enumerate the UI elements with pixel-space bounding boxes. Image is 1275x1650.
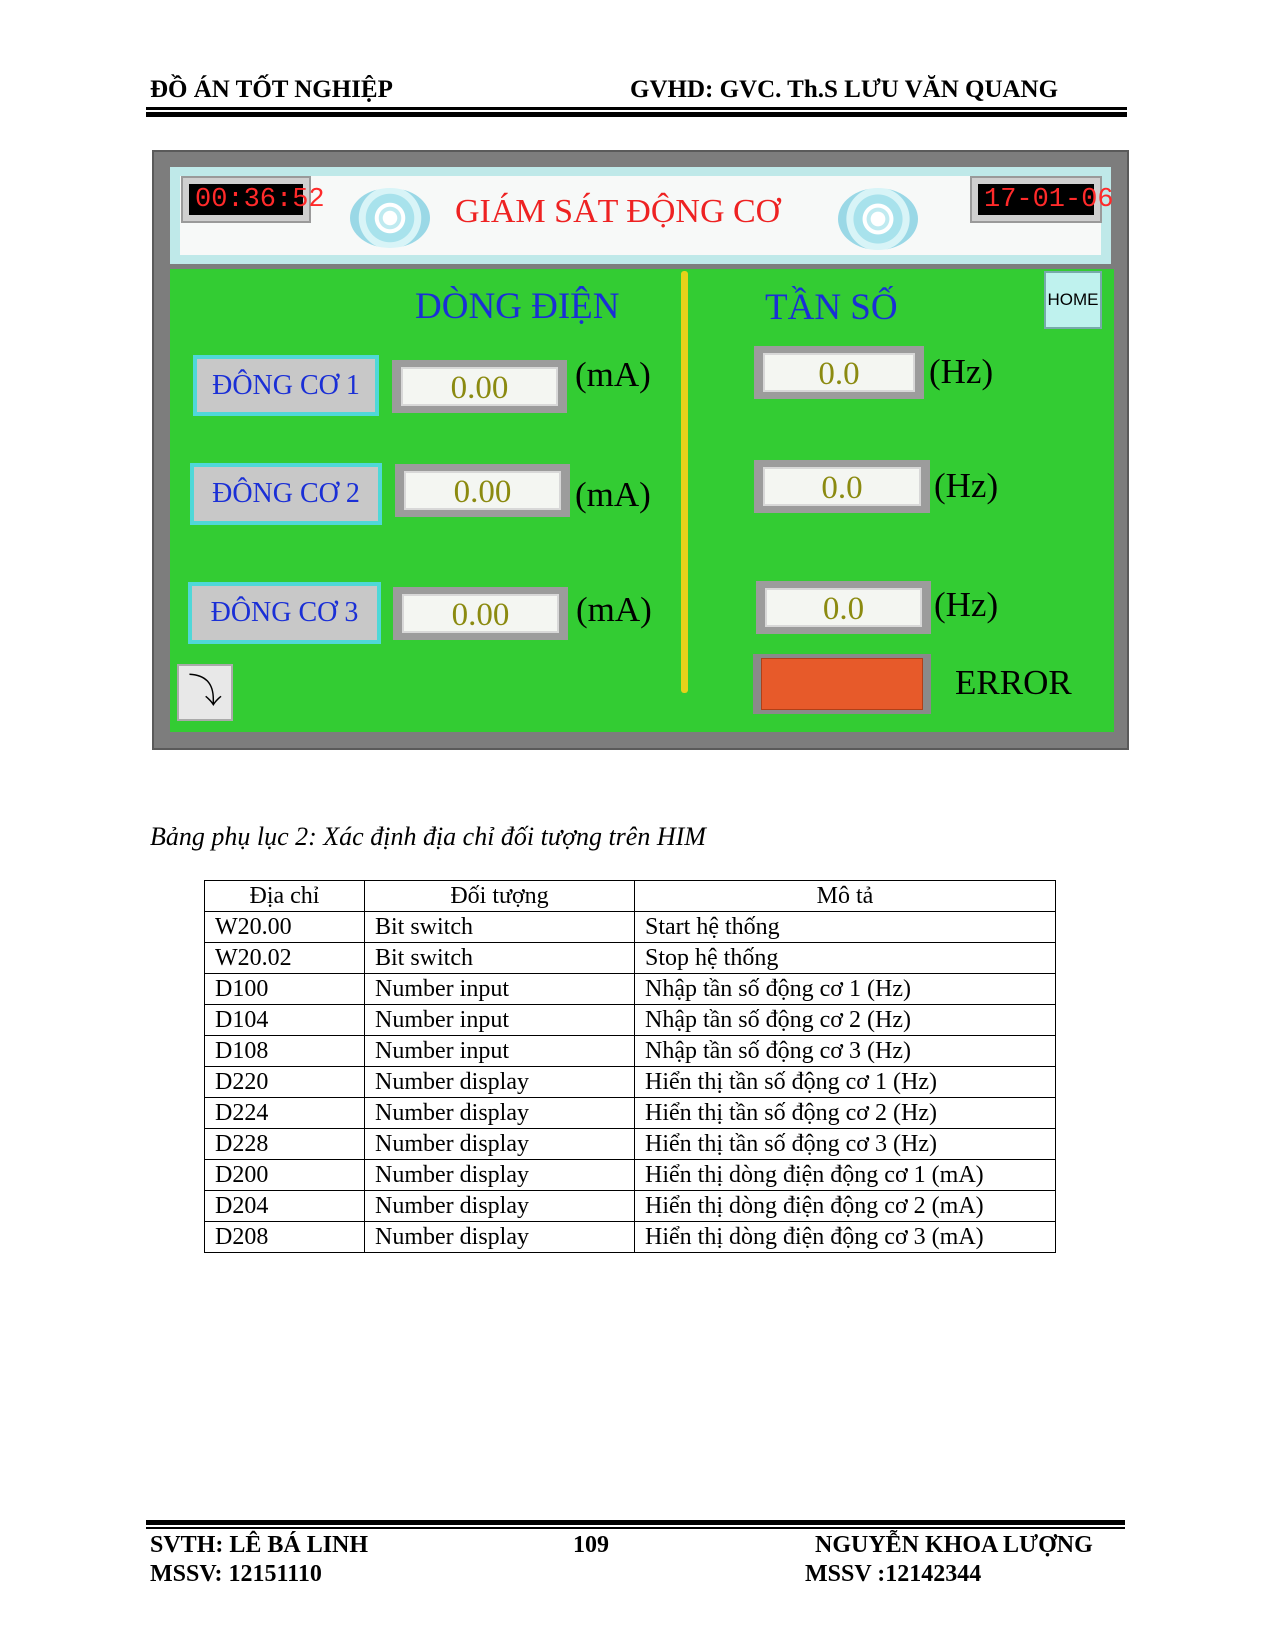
table-row xyxy=(205,1036,1056,1067)
back-button[interactable] xyxy=(177,664,233,721)
motor-1-current-display xyxy=(392,360,567,413)
frequency-heading: TẦN SỐ xyxy=(765,287,898,328)
clock-value: 00:36:52 xyxy=(189,184,303,215)
motor-3-frequency-display xyxy=(756,581,931,634)
address-table xyxy=(204,880,1056,1253)
table-row xyxy=(205,1067,1056,1098)
cell-object: Number display xyxy=(365,1222,635,1253)
footer-rule-top xyxy=(146,1520,1125,1525)
motor-1-current-value: 0.00 xyxy=(401,367,558,406)
motor-3-current-display xyxy=(393,587,568,640)
motor-2-frequency-value: 0.0 xyxy=(763,467,921,506)
date-value: 17-01-06 xyxy=(978,184,1094,215)
table-caption: Bảng phụ lục 2: Xác định địa chỉ đối tượng trên HIM xyxy=(150,822,706,851)
motor-2-current-display xyxy=(395,464,570,517)
cell-address: D208 xyxy=(205,1222,365,1253)
table-row xyxy=(205,974,1056,1005)
cell-object: Number input xyxy=(365,1036,635,1067)
cell-address: D228 xyxy=(205,1129,365,1160)
cell-address: D108 xyxy=(205,1036,365,1067)
table-row xyxy=(205,1098,1056,1129)
clock-display xyxy=(181,176,325,223)
motor-2-current-value: 0.00 xyxy=(404,471,561,510)
table-row xyxy=(205,1005,1056,1036)
table-header-row xyxy=(205,881,1056,912)
motor-2-frequency-unit: (Hz) xyxy=(934,466,999,505)
cell-address: D224 xyxy=(205,1098,365,1129)
cell-address: D100 xyxy=(205,974,365,1005)
header-address: Địa chỉ xyxy=(205,881,365,912)
cell-object: Number input xyxy=(365,974,635,1005)
cell-object: Number input xyxy=(365,1005,635,1036)
error-lamp xyxy=(753,654,931,714)
cell-address: D200 xyxy=(205,1160,365,1191)
header-description: Mô tả xyxy=(635,881,1056,912)
motor-1-frequency-value: 0.0 xyxy=(763,353,915,392)
motor-1-frequency-display xyxy=(754,346,924,399)
cell-description: Nhập tần số động cơ 2 (Hz) xyxy=(635,1005,1056,1036)
motor-1-frequency-unit: (Hz) xyxy=(929,352,994,391)
table-row xyxy=(205,1160,1056,1191)
cell-address: W20.02 xyxy=(205,943,365,974)
error-label: ERROR xyxy=(955,663,1072,702)
page-number: 109 xyxy=(573,1532,609,1558)
current-heading: DÒNG ĐIỆN xyxy=(415,286,620,327)
cell-description: Hiển thị tần số động cơ 1 (Hz) xyxy=(635,1067,1056,1098)
cell-object: Bit switch xyxy=(365,912,635,943)
header-right: GVHD: GVC. Th.S LƯU VĂN QUANG xyxy=(630,76,1059,103)
home-button[interactable]: HOME xyxy=(1044,271,1102,329)
cell-object: Number display xyxy=(365,1191,635,1222)
seal-right-icon xyxy=(838,188,918,250)
header-rule-top xyxy=(146,107,1127,110)
table-row xyxy=(205,1129,1056,1160)
cell-address: D104 xyxy=(205,1005,365,1036)
cell-description: Hiển thị tần số động cơ 3 (Hz) xyxy=(635,1129,1056,1160)
cell-address: D220 xyxy=(205,1067,365,1098)
motor-2-current-unit: (mA) xyxy=(575,475,651,514)
motor-3-current-unit: (mA) xyxy=(576,590,652,629)
header-rule-bottom xyxy=(146,112,1127,117)
motor-1-current-unit: (mA) xyxy=(575,355,651,394)
table-row xyxy=(205,1222,1056,1253)
footer-mssv-right: MSSV :12142344 xyxy=(805,1561,982,1587)
cell-description: Hiển thị tần số động cơ 2 (Hz) xyxy=(635,1098,1056,1129)
date-display xyxy=(970,176,1114,223)
footer-svth: SVTH: LÊ BÁ LINH xyxy=(150,1532,369,1558)
error-lamp-face xyxy=(761,658,923,710)
motor-3-frequency-value: 0.0 xyxy=(765,588,922,627)
table-row xyxy=(205,912,1056,943)
motor-1-button[interactable]: ĐÔNG CƠ 1 xyxy=(193,355,379,416)
cell-description: Start hệ thống xyxy=(635,912,1056,943)
header-object: Đối tượng xyxy=(365,881,635,912)
table-row xyxy=(205,1191,1056,1222)
cell-description: Stop hệ thống xyxy=(635,943,1056,974)
cell-description: Hiển thị dòng điện động cơ 3 (mA) xyxy=(635,1222,1056,1253)
cell-object: Number display xyxy=(365,1129,635,1160)
motor-2-button[interactable]: ĐÔNG CƠ 2 xyxy=(190,463,382,525)
footer-name-right: NGUYỄN KHOA LƯỢNG xyxy=(815,1532,1093,1558)
return-arrow-icon: ⤵ xyxy=(188,672,222,712)
motor-3-current-value: 0.00 xyxy=(402,594,559,633)
cell-address: D204 xyxy=(205,1191,365,1222)
cell-object: Bit switch xyxy=(365,943,635,974)
cell-object: Number display xyxy=(365,1098,635,1129)
seal-left-icon xyxy=(350,188,430,248)
motor-2-frequency-display xyxy=(754,460,930,513)
hmi-title: GIÁM SÁT ĐỘNG CƠ xyxy=(455,193,781,230)
footer-rule-bottom xyxy=(146,1527,1125,1529)
table-row xyxy=(205,943,1056,974)
cell-description: Hiển thị dòng điện động cơ 1 (mA) xyxy=(635,1160,1056,1191)
cell-description: Nhập tần số động cơ 3 (Hz) xyxy=(635,1036,1056,1067)
cell-description: Hiển thị dòng điện động cơ 2 (mA) xyxy=(635,1191,1056,1222)
panel-divider xyxy=(681,271,688,693)
cell-object: Number display xyxy=(365,1067,635,1098)
cell-address: W20.00 xyxy=(205,912,365,943)
header-left: ĐỒ ÁN TỐT NGHIỆP xyxy=(150,76,393,103)
footer-mssv-left: MSSV: 12151110 xyxy=(150,1561,322,1587)
cell-object: Number display xyxy=(365,1160,635,1191)
cell-description: Nhập tần số động cơ 1 (Hz) xyxy=(635,974,1056,1005)
motor-3-frequency-unit: (Hz) xyxy=(934,585,999,624)
motor-3-button[interactable]: ĐÔNG CƠ 3 xyxy=(188,582,381,644)
